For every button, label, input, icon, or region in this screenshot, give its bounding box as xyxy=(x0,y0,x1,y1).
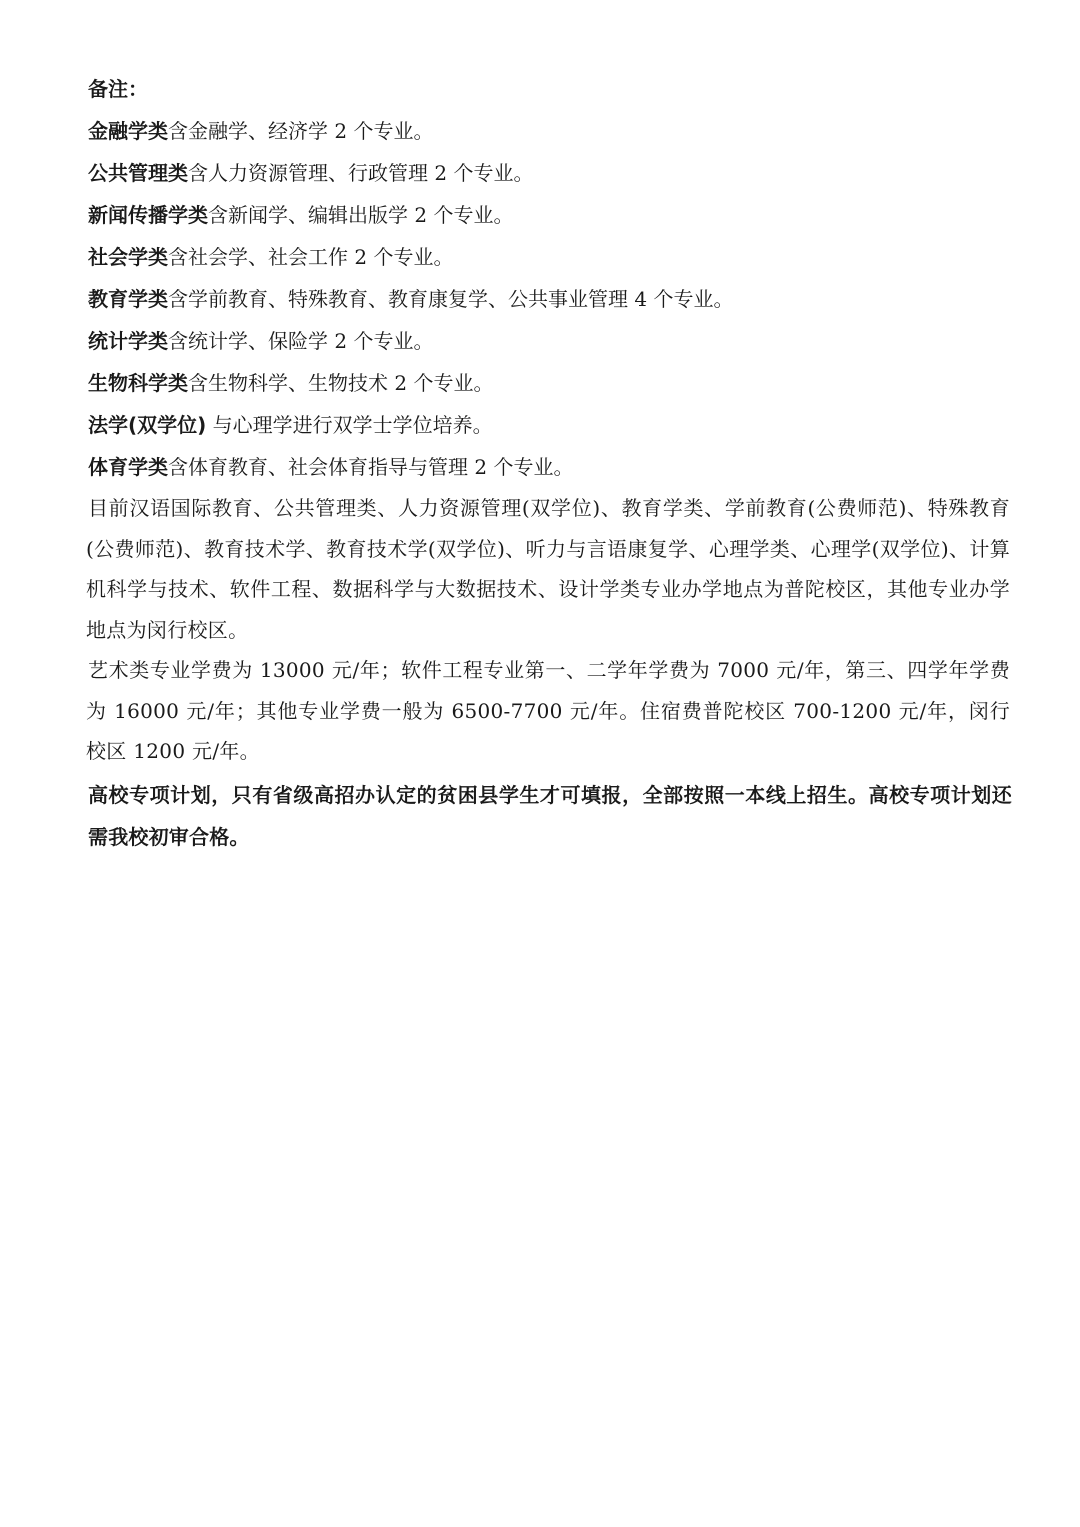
note-term: 法学(双学位) xyxy=(88,413,207,437)
note-desc: 含新闻学、编辑出版学 2 个专业。 xyxy=(208,203,514,227)
note-desc: 含社会学、社会工作 2 个专业。 xyxy=(168,245,454,269)
note-item xyxy=(88,278,1018,320)
note-item xyxy=(88,194,1018,236)
tuition-fee-paragraph: 艺术类专业学费为 13000 元/年；软件工程专业第一、二学年学费为 7000 元/年，第三、四学年学费为 16000 元/年；其他专业学费一般为 6500-7700 元/年。住宿费普陀校区 700-1200 元/年，闵行校区 1200 元/年。 xyxy=(86,658,1010,763)
special-plan-paragraph: 高校专项计划，只有省级高招办认定的贫困县学生才可填报，全部按照一本线上招生。高校专项计划还需我校初审合格。 xyxy=(88,782,1012,849)
note-term: 公共管理类 xyxy=(88,161,188,185)
note-term: 社会学类 xyxy=(88,245,168,269)
note-desc: 含学前教育、特殊教育、教育康复学、公共事业管理 4 个专业。 xyxy=(168,287,734,311)
note-term: 体育学类 xyxy=(88,455,168,479)
note-item xyxy=(88,236,1018,278)
note-desc: 含金融学、经济学 2 个专业。 xyxy=(168,119,434,143)
note-term: 统计学类 xyxy=(88,329,168,353)
notes-section xyxy=(88,68,1018,878)
note-desc: 含体育教育、社会体育指导与管理 2 个专业。 xyxy=(168,455,574,479)
note-item xyxy=(88,152,1018,194)
note-item xyxy=(88,404,1018,446)
note-item xyxy=(88,446,1018,488)
note-desc: 含生物科学、生物技术 2 个专业。 xyxy=(188,371,494,395)
campus-location-paragraph: 目前汉语国际教育、公共管理类、人力资源管理(双学位)、教育学类、学前教育(公费师范)、特殊教育(公费师范)、教育技术学、教育技术学(双学位)、听力与言语康复学、心理学类、心理学(双学位)、计算机科学与技术、软件工程、数据科学与大数据技术、设计学类专业办学地点为普陀校区，其他专业办学地点为闵行校区。 xyxy=(86,496,1010,642)
note-term: 生物科学类 xyxy=(88,371,188,395)
note-desc: 含统计学、保险学 2 个专业。 xyxy=(168,329,434,353)
note-term: 教育学类 xyxy=(88,287,168,311)
note-term: 新闻传播学类 xyxy=(88,203,208,227)
note-item xyxy=(88,110,1018,152)
note-desc: 含人力资源管理、行政管理 2 个专业。 xyxy=(188,161,534,185)
note-item xyxy=(88,362,1018,404)
note-item xyxy=(88,320,1018,362)
note-desc: 与心理学进行双学士学位培养。 xyxy=(206,413,493,437)
note-term: 金融学类 xyxy=(88,119,168,143)
notes-heading: 备注： xyxy=(88,77,148,101)
